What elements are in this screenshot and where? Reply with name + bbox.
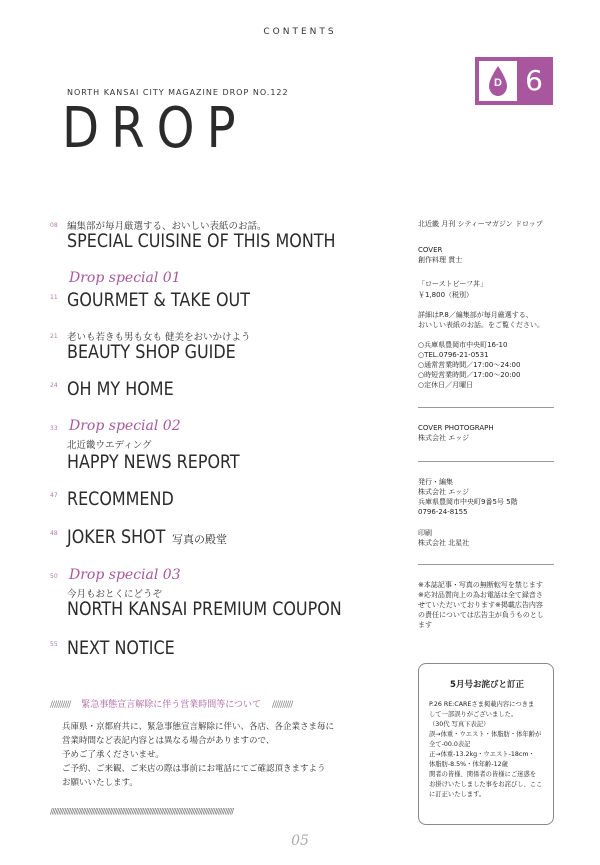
- cover-label: COVER: [418, 246, 443, 254]
- publisher-company: 株式会社 エッジ: [418, 488, 470, 496]
- drop-icon-box: [479, 61, 517, 101]
- toc-page-number: 50: [50, 573, 58, 580]
- correction-text: [429, 700, 547, 800]
- toc-subtitle: 編集部が毎月厳選する、おいしい表紙のお話。: [67, 221, 267, 232]
- shop-info-line: ○時短営業時間／17:00～20:00: [418, 371, 521, 379]
- toc-special-label: Drop special 01: [69, 270, 181, 286]
- toc-page-number: 48: [50, 530, 58, 537]
- publisher-tel: 0796-24-8155: [418, 508, 468, 516]
- divider: [418, 564, 554, 565]
- cover-detail: 詳細はP.8／編集部が毎月厳選する、: [418, 311, 533, 319]
- correction-box: [418, 663, 554, 825]
- correction-line: 関者の皆様、関係者の皆様にご迷惑を: [429, 771, 537, 778]
- shop-info: [418, 340, 558, 390]
- correction-line: に訂正いたします。: [429, 791, 486, 798]
- notice-slashes-right: //////////: [271, 700, 293, 710]
- notice-line: 兵庫県・京都府共に、緊急事態宣言解除に伴い、各店、各企業さま毎に: [62, 722, 335, 732]
- correction-line: （30代 写真下表記）: [429, 721, 490, 728]
- publisher-label: 発行・編集: [418, 478, 453, 486]
- correction-title: 5月号お詫びと訂正: [450, 680, 524, 690]
- shop-info-line: ○定休日／月曜日: [418, 381, 474, 389]
- toc-page-number: 47: [50, 492, 58, 499]
- cover-price: ￥1,800（税別）: [418, 291, 474, 299]
- magazine-line: NORTH KANSAI CITY MAGAZINE DROP NO.122: [67, 88, 289, 97]
- toc-title[interactable]: [67, 526, 228, 548]
- toc-title[interactable]: BEAUTY SHOP GUIDE: [67, 341, 236, 363]
- disclaimer-line: ※本誌記事・写真の無断転写を禁じます: [418, 581, 543, 589]
- issue-badge: [475, 57, 553, 105]
- disclaimer-line: ※応対品質向上の為お電話は全て録音さ: [418, 591, 543, 599]
- disclaimer-line: ます: [418, 621, 432, 629]
- toc-page-number: 11: [50, 294, 58, 301]
- disclaimer: [418, 580, 558, 630]
- toc-title[interactable]: OH MY HOME: [67, 378, 174, 400]
- toc-title[interactable]: NORTH KANSAI PREMIUM COUPON: [67, 598, 342, 620]
- magazine-name-jp: 北近畿 月刊 シティーマガジン ドロップ: [418, 220, 543, 228]
- shop-info-line: ○通常営業時間／17:00～24:00: [418, 361, 521, 369]
- toc-page-number: 24: [50, 382, 58, 389]
- disclaimer-line: せていただいております※掲載広告内容: [418, 601, 543, 609]
- notice-line: 営業時間など表記内容とは異なる場合がありますので、: [62, 736, 275, 746]
- cover-detail: おいしい表紙のお話。をご覧ください。: [418, 321, 544, 329]
- cover-dish: 「ローストビーフ丼」: [418, 280, 488, 288]
- photo-company: 株式会社 エッジ: [418, 434, 470, 442]
- photo-label: COVER PHOTOGRAPH: [418, 424, 494, 432]
- divider: [418, 407, 554, 408]
- correction-line: 正→体重-13.2kg・ウエスト-18cm・: [429, 751, 535, 758]
- notice-body: [62, 720, 362, 790]
- correction-line: 全て-00.0表記: [429, 741, 471, 748]
- shop-info-line: ○兵庫県豊岡市中央町16-10: [418, 341, 508, 349]
- toc-page-number: 08: [50, 222, 58, 229]
- toc-inline-subtitle: 写真の殿堂: [172, 533, 228, 546]
- notice-line: 予めご了承くださいませ。: [62, 750, 164, 760]
- correction-line: お掛けいたしました事をお詫びし、ここ: [429, 781, 543, 788]
- contents-label: CONTENTS: [263, 27, 337, 37]
- toc-title-text: JOKER SHOT: [67, 526, 166, 548]
- toc-subtitle: 北近畿ウエディング: [67, 440, 152, 451]
- toc-title[interactable]: GOURMET & TAKE OUT: [67, 289, 250, 311]
- drop-letter: D: [494, 77, 502, 89]
- notice-slashes-left: //////////: [50, 700, 71, 710]
- toc-title[interactable]: SPECIAL CUISINE OF THIS MONTH: [67, 230, 336, 252]
- bottom-divider: ////////////////////////////////////////////////////////////////////////////////////////////////////////////: [50, 807, 234, 816]
- shop-info-line: ○TEL.0796-21-0531: [418, 351, 489, 359]
- toc-title[interactable]: NEXT NOTICE: [67, 637, 175, 659]
- page-number: 05: [291, 833, 309, 849]
- issue-number: 6: [525, 64, 543, 97]
- toc-title[interactable]: RECOMMEND: [67, 488, 174, 510]
- toc-page-number: 21: [50, 333, 58, 340]
- correction-line: P.26 RE:CAREさま掲載内容につきま: [429, 701, 535, 708]
- notice-line: ご予約、ご来観、ご来店の際は事前にお電話にてご確認頂きますよう: [62, 764, 326, 774]
- toc-page-number: 55: [50, 641, 58, 648]
- toc-special-label: Drop special 03: [69, 567, 181, 583]
- correction-line: 体脂肪-8.5%・体年齢-12歳: [429, 761, 508, 768]
- page-title: DROP: [62, 96, 248, 161]
- correction-line: して一部誤りがございました。: [429, 711, 518, 718]
- toc-page-number: 33: [50, 425, 58, 432]
- publisher-address: 兵庫県豊岡市中央町9番5号 5階: [418, 498, 518, 506]
- toc-subtitle: 老いも若きも男も女も 健美をおいかけよう: [67, 332, 251, 343]
- disclaimer-line: の責任については広告主が負うものとし: [418, 611, 544, 619]
- print-label: 印刷: [418, 529, 432, 537]
- notice-heading: 緊急事態宣言解除に伴う営業時間等について: [81, 700, 262, 710]
- toc-special-label: Drop special 02: [69, 418, 181, 434]
- correction-line: 誤→体重・ウエスト・体脂肪・体年齢が: [429, 731, 542, 738]
- divider: [418, 461, 554, 462]
- print-company: 株式会社 北星社: [418, 539, 470, 547]
- notice-heading-bar: [50, 697, 350, 710]
- notice-line: お願いいたします。: [62, 778, 138, 788]
- toc-subtitle: 今月もおとくにどうぞ: [67, 589, 163, 600]
- cover-shop: 創作料理 貫士: [418, 256, 463, 264]
- toc-title[interactable]: HAPPY NEWS REPORT: [67, 451, 240, 473]
